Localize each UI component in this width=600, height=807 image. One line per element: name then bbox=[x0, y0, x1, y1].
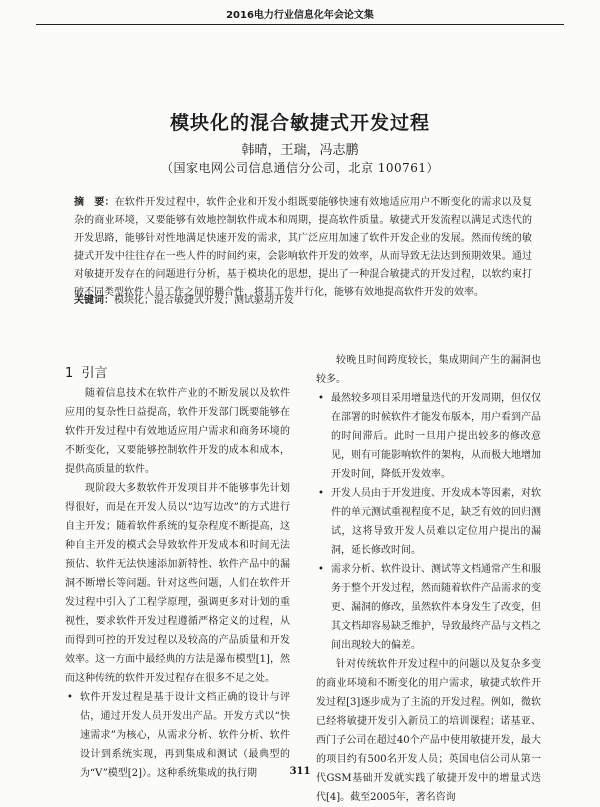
keywords-label: 关键词： bbox=[74, 295, 114, 306]
section-heading bbox=[65, 362, 108, 381]
left-column bbox=[65, 384, 290, 783]
right-column bbox=[316, 351, 541, 807]
header-rule bbox=[36, 24, 564, 25]
bullet-icon: • bbox=[318, 488, 324, 499]
list-item bbox=[316, 484, 541, 560]
list-item-text: 开发人员由于开发进度、开发成本等因素，对软件的单元测试重视程度不足，缺乏有效的回归测试，这将导致开发人员难以定位用户提出的漏洞，延长修改时间。 bbox=[331, 488, 541, 556]
right-paragraph: 针对传统软件开发过程中的问题以及复杂多变的商业环境和不断变化的用户需求，敏捷式软件开发过程[3]逐步成为了主流的开发过程。例如，微软已经将敏捷开发引入新员工的培训课程；诺基亚、西门子公司在超过40个产品中使用敏捷开发，最大的项目约有500名开发人员；英国电信公司从第一代GSM基础开发就实践了敏捷开发中的增量式迭代[4]。截至2005年，著名咨询 bbox=[316, 659, 541, 803]
intro-paragraph-2: 现阶段大多数软件开发项目并不能够事先计划得很好，而是在开发人员以“边写边改”的方式进行自主开发；随着软件系统的复杂程度不断提高，这种自主开发的模式会导致软件开发成本和时间无法预估、软件无法快速添加新特性、软件产品中的漏洞不断增长等问题。针对这些问题，人们在软件开发过程中引入了工程学原理，强调更多对计划的重视性，要求软件开发过程遵循严格定义的过程，从而得到可控的开发过程以及较高的产品质量和开发效率。这一方面中最经典的方法是瀑布模型[1]，然而这种传统的软件开发过程存在很多不足之处。 bbox=[65, 483, 290, 684]
intro-paragraph-1: 随着信息技术在软件产业的不断发展以及软件应用的复杂性日益提高，软件开发部门既要能够在软件开发过程中有效地适应用户需求和商务环境的不断变化，又要能够控制软件开发的成本和成本，提供高质量的软件。 bbox=[65, 388, 290, 475]
keywords-text: 模块化；混合敏捷式开发；测试驱动开发 bbox=[114, 295, 294, 306]
running-header: 2016电力行业信息化年会论文集 bbox=[226, 10, 374, 21]
continued-text: 较晚且时间跨度较长，集成期间产生的漏洞也较多。 bbox=[316, 355, 541, 385]
abstract-label: 摘 要： bbox=[74, 197, 115, 208]
bullet-icon: • bbox=[67, 692, 73, 703]
section-number: 1 bbox=[65, 366, 74, 381]
affiliation: （国家电网公司信息通信分公司，北京 100761） bbox=[160, 161, 440, 175]
author-list: 韩晴，王瑞，冯志鹏 bbox=[241, 143, 359, 158]
abstract-text: 在软件开发过程中，软件企业和开发小组既要能够快速有效地适应用户不断变化的需求以及复杂的商业环境，又要能够有效地控制软件成本和周期，提高软件质量。敏捷式开发流程以满足式迭代的开发思路，能够针对性地满足快速开发的需求，其广泛应用加速了软件开发企业的发展。然而传统的敏捷式开发中往往存在一些人件的时间约束，会影响软件开发的效率，从而导致无法达到预期效果。通过对敏捷开发存在的问题进行分析，基于模块化的思想，提出了一种混合敏捷式的开发过程，以软约束打破不同类型软件人员工作之间的耦合性，将其工作并行化，能够有效地提高软件开发的效率。 bbox=[74, 197, 533, 298]
paper-title: 模块化的混合敏捷式开发过程 bbox=[169, 112, 430, 134]
list-item-text: 软件开发过程是基于设计文档正确的设计与评估，通过开发人员开发出产品。开发方式以“快速需求”为核心，从需求分析、软件分析、软件设计到系统实现，再到集成和测试（最典型的为“V”模型[2]）。这种系统集成的执行期 bbox=[80, 692, 290, 779]
section-title: 引言 bbox=[81, 366, 108, 381]
keywords-block bbox=[74, 294, 532, 308]
abstract-block bbox=[74, 194, 532, 302]
bullet-icon: • bbox=[318, 564, 324, 575]
list-item-text: 最然较多项目采用增量迭代的开发周期，但仅仅在部署的时候软件才能发布版本，用户看到产品的时间滞后。此时一旦用户提出较多的修改意见，则有可能影响软件的架构，从而极大地增加开发时间，降低开发效率。 bbox=[331, 393, 541, 480]
list-item bbox=[316, 389, 541, 484]
list-item bbox=[316, 560, 541, 655]
page-number: 311 bbox=[289, 766, 311, 777]
list-item-text: 需求分析、软件设计、测试等文档通常产生和服务于整个开发过程，然而随着软件产品需求的变更、漏洞的修改，虽然软件本身发生了改变，但其文档却容易缺乏维护，导致最终产品与文档之间出现较大的偏差。 bbox=[331, 564, 541, 651]
bullet-icon: • bbox=[318, 393, 324, 404]
